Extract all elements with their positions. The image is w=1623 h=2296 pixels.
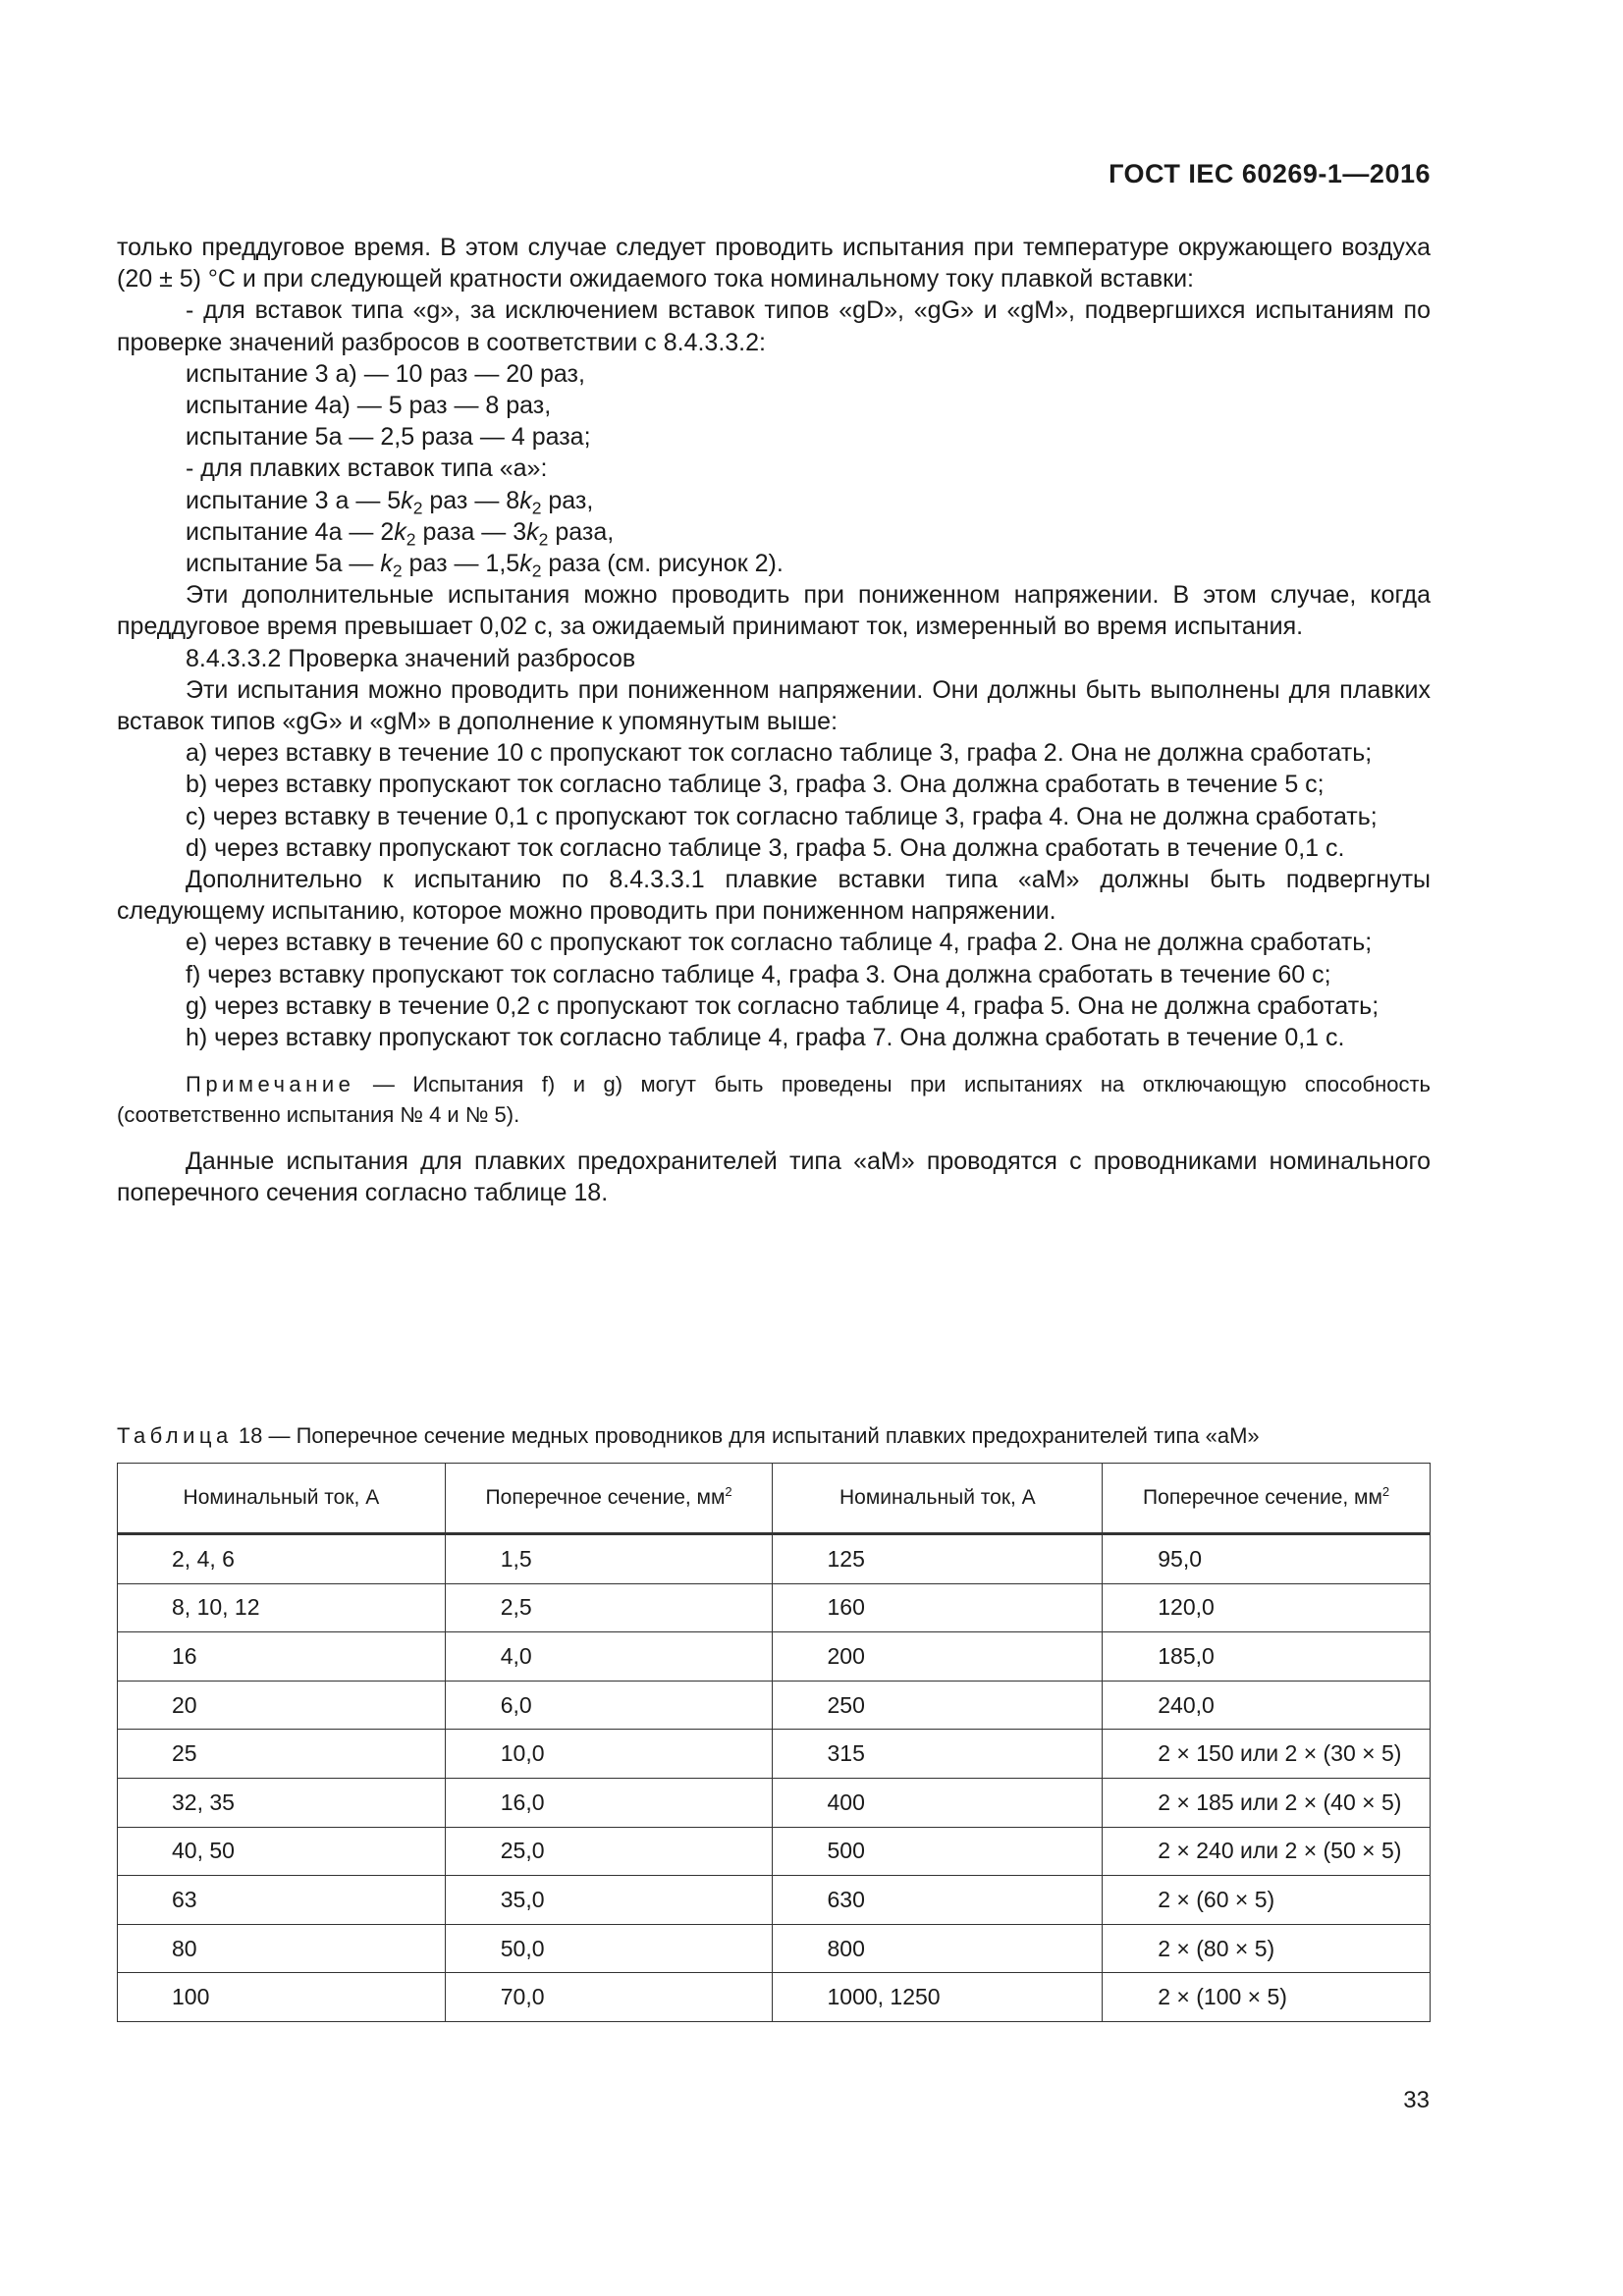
k-symbol: k [401, 486, 413, 514]
list-item: f) через вставку пропускают ток согласно таблице 4, графа 3. Она должна сработать в течение 60 с; [186, 960, 1331, 988]
table-cell: 35,0 [445, 1876, 773, 1925]
table-row [118, 1924, 1431, 1973]
table-cell: 8, 10, 12 [118, 1583, 446, 1632]
page-number: 33 [1403, 2087, 1430, 2113]
table-cell: 160 [773, 1583, 1103, 1632]
k-symbol: k [526, 517, 539, 546]
k-symbol: k [519, 486, 532, 514]
paragraph: - для вставок типа «g», за исключением вставок типов «gD», «gG» и «gM», подвергшихся испытаниям по проверке значений разбросов в соответствии с 8.4.3.3.2: [117, 296, 1431, 356]
table-row [118, 1876, 1431, 1925]
table-cell: 2 × (100 × 5) [1103, 1973, 1431, 2022]
paragraph: только преддуговое время. В этом случае следует проводить испытания при температуре окружающего воздуха (20 ± 5) °С и при следующей кратности ожидаемого тока номинальному току плавкой вставки: [117, 234, 1431, 294]
table-cell: 50,0 [445, 1924, 773, 1973]
table-cell: 25,0 [445, 1827, 773, 1876]
table-cell: 95,0 [1103, 1534, 1431, 1584]
header-cross-section: Поперечное сечение, $мм^2$ [1103, 1464, 1431, 1534]
list-item: g) через вставку в течение 0,2 с пропускают ток согласно таблице 4, графа 5. Она не должна сработать; [186, 991, 1380, 1020]
list-item: c) через вставку в течение 0,1 с пропускают ток согласно таблице 3, графа 4. Она не должна сработать; [186, 802, 1378, 830]
table-cell: 25 [118, 1730, 446, 1779]
table-row [118, 1730, 1431, 1779]
table-row [118, 1583, 1431, 1632]
paragraph: Эти испытания можно проводить при пониженном напряжении. Они должны быть выполнены для плавких вставок типов «gG» и «gM» в дополнение к упомянутым выше: [117, 675, 1431, 736]
k-symbol: k [394, 517, 406, 546]
table-cell: 125 [773, 1534, 1103, 1584]
note-label: Примечание [186, 1072, 355, 1097]
table-caption [117, 1421, 1431, 1451]
table-cell: 200 [773, 1632, 1103, 1682]
header-rated-current: Номинальный ток, А [118, 1464, 446, 1534]
table-cell: 2, 4, 6 [118, 1534, 446, 1584]
table-cell: 2 × 185 или 2 × (40 × 5) [1103, 1778, 1431, 1827]
table-cell: 10,0 [445, 1730, 773, 1779]
document-header: ГОСТ IEC 60269-1—2016 [1109, 159, 1431, 188]
table-cell: 2 × (80 × 5) [1103, 1924, 1431, 1973]
note [117, 1069, 1431, 1130]
list-item: испытание 5а — $k_2$ раз — $1,5k_2$ раза (см. рисунок 2). [186, 550, 784, 581]
list-item: испытание 3 а — $5k_2$ раз — $8k_2$ раз, [186, 486, 594, 517]
table-cell: 800 [773, 1924, 1103, 1973]
table-cell: 16,0 [445, 1778, 773, 1827]
paragraph: Дополнительно к испытанию по 8.4.3.3.1 плавкие вставки типа «аМ» должны быть подвергнуты следующему испытанию, которое можно проводить при пониженном напряжении. [117, 866, 1431, 926]
table-caption-text: 18 — Поперечное сечение медных проводников для испытаний плавких предохранителей типа «аМ» [232, 1423, 1260, 1448]
section-heading: 8.4.3.3.2 Проверка значений разбросов [186, 644, 636, 672]
table-row [118, 1632, 1431, 1682]
table-cell: 6,0 [445, 1681, 773, 1730]
list-item: a) через вставку в течение 10 с пропускают ток согласно таблице 3, графа 2. Она не должна сработать; [186, 739, 1373, 768]
table-row [118, 1534, 1431, 1584]
table-cell: 40, 50 [118, 1827, 446, 1876]
list-item: испытание 4а) — 5 раз — 8 раз, [186, 392, 552, 420]
table-cell: 32, 35 [118, 1778, 446, 1827]
table-row [118, 1778, 1431, 1827]
note-text: — Испытания f) и g) могут быть проведены при испытаниях на отключающую способность (соответственно испытания № 4 и № 5). [117, 1072, 1431, 1128]
table-row [118, 1681, 1431, 1730]
table-caption-label: Таблица [117, 1423, 233, 1448]
table-cell: 20 [118, 1681, 446, 1730]
table-cell: 100 [118, 1973, 446, 2022]
table-row [118, 1827, 1431, 1876]
list-item: испытание 4а — $2k_2$ раза — $3k_2$ раза, [186, 517, 615, 550]
table-cell: 2 × (60 × 5) [1103, 1876, 1431, 1925]
table-cell: 63 [118, 1876, 446, 1925]
table-cell: 1,5 [445, 1534, 773, 1584]
table-cell: 630 [773, 1876, 1103, 1925]
conductor-table [117, 1463, 1431, 2022]
list-item: испытание 3 а) — 10 раз — 20 раз, [186, 359, 585, 388]
table-cell: 80 [118, 1924, 446, 1973]
header-cross-section: Поперечное сечение, $мм^2$ [445, 1464, 773, 1534]
table-cell: 185,0 [1103, 1632, 1431, 1682]
table-cell: 2 × 240 или 2 × (50 × 5) [1103, 1827, 1431, 1876]
table-cell: 70,0 [445, 1973, 773, 2022]
table-cell: 2 × 150 или 2 × (30 × 5) [1103, 1730, 1431, 1779]
k-symbol: k [380, 550, 393, 578]
list-item: - для плавких вставок типа «а»: [186, 454, 548, 483]
table-cell: 315 [773, 1730, 1103, 1779]
list-item: e) через вставку в течение 60 с пропускают ток согласно таблице 4, графа 2. Она не должна сработать; [186, 929, 1373, 957]
table-row [118, 1973, 1431, 2022]
list-item: b) через вставку пропускают ток согласно таблице 3, графа 3. Она должна сработать в течение 5 с; [186, 771, 1325, 799]
body-text [117, 232, 1431, 1209]
table-cell: 1000, 1250 [773, 1973, 1103, 2022]
table-cell: 400 [773, 1778, 1103, 1827]
table-cell: 4,0 [445, 1632, 773, 1682]
list-item: h) через вставку пропускают ток согласно таблице 4, графа 7. Она должна сработать в течение 0,1 с. [186, 1024, 1345, 1052]
header-rated-current: Номинальный ток, А [773, 1464, 1103, 1534]
table-cell: 500 [773, 1827, 1103, 1876]
paragraph: Данные испытания для плавких предохранителей типа «аМ» проводятся с проводниками номинального поперечного сечения согласно таблице 18. [117, 1148, 1431, 1207]
table-cell: 240,0 [1103, 1681, 1431, 1730]
table-cell: 16 [118, 1632, 446, 1682]
table-cell: 250 [773, 1681, 1103, 1730]
list-item: d) через вставку пропускают ток согласно таблице 3, графа 5. Она должна сработать в течение 0,1 с. [186, 833, 1345, 862]
k-symbol: k [519, 550, 532, 578]
list-item: испытание 5а — 2,5 раза — 4 раза; [186, 423, 591, 452]
table-header-row [118, 1464, 1431, 1534]
table-cell: 120,0 [1103, 1583, 1431, 1632]
paragraph: Эти дополнительные испытания можно проводить при пониженном напряжении. В этом случае, когда преддуговое время превышает 0,02 с, за ожидаемый принимают ток, измеренный во время испытания. [117, 581, 1431, 641]
table-cell: 2,5 [445, 1583, 773, 1632]
